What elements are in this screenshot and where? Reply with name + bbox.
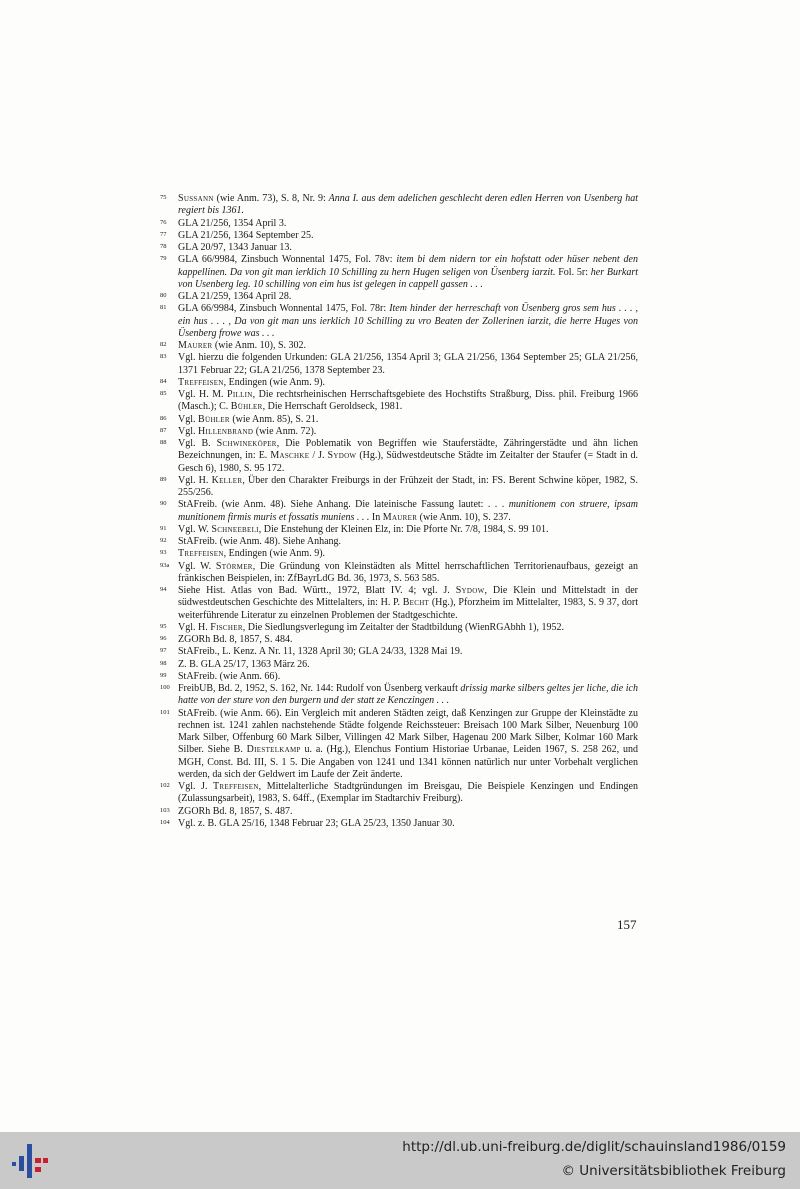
footnote-text: Z. B. GLA 25/17, 1363 März 26. [178, 658, 310, 670]
footnote-number: 101 [160, 708, 170, 716]
footnote-number: 96 [160, 635, 167, 642]
footnote-text: Vgl. H. Fischer, Die Siedlungsverlegung im Zeitalter der Stadtbildung (WienRGAbhh 1), 1952. [178, 621, 565, 633]
footnote-number: 93 [160, 549, 167, 557]
footnote-92 [160, 536, 638, 548]
footnote-number: 79 [160, 255, 167, 263]
footnote-number: 88 [160, 439, 167, 446]
footnote-text: Vgl. H. M. Pillin, Die rechtsrheinischen Herrschaftsgebiete des Hochstifts Straßburg, Diss. phil. Freiburg 1966 (Masch.); C. Bühler, Die Herrschaft Geroldseck, 1981. [178, 389, 638, 413]
footnote-text: Vgl. Bühler (wie Anm. 85), S. 21. [178, 413, 319, 425]
footnote-text: Sussann (wie Anm. 73), S. 8, Nr. 9: Anna I. aus dem adelichen geschlecht deren edlen Herren von Usenberg hat regiert bis 1361. [178, 193, 638, 217]
footnote-text: Treffeisen, Endingen (wie Anm. 9). [178, 376, 326, 388]
footnote-text: StAFreib. (wie Anm. 66). Ein Vergleich mit anderen Städten zeigt, daß Kenzingen zur Gruppe der Kleinstädte zu rechnen ist. 1241 zahlen nachstehende Städte folgende Reichssteuer: Breisach 100 Mark Silber, Neuenburg 100 Mark Silber, Offenburg 60 Mark Silber, Villingen 42 Mark Silber, Hagenau 200 Mark Silber, Kolmar 160 Mark Silber. Siehe B. Diestelkamp u. a. (Hg.), Elenchus Fontium Historiae Urbanae, Leiden 1967, S. 258 262, und MGH, Const. Bd. III, S. 1 5. Die Angaben von 1241 und 1341 können natürlich nur unter Vorbehalt verglichen werden, da sich der Geldwert im Laufe der Zeit änderte. [178, 707, 638, 780]
footnote-85 [160, 389, 638, 414]
viewer-footer [0, 1132, 800, 1189]
footnote-text: GLA 20/97, 1343 Januar 13. [178, 242, 292, 253]
footnote-81 [160, 303, 638, 340]
footnote-text: StAFreib. (wie Anm. 48). Siehe Anhang. Die lateinische Fassung lautet: . . . munitionem con struere, ipsam munitionem firmis muris et fossatis muniens . . . In Maurer (wie Anm. 10), S. 237. [178, 499, 638, 523]
footnote-text: ZGORh Bd. 8, 1857, S. 484. [178, 634, 293, 645]
footnote-77 [160, 230, 638, 242]
footnotes-list [160, 193, 638, 830]
footnote-text: Vgl. H. Keller, Über den Charakter Freiburgs in der Frühzeit der Stadt, in: FS. Berent Schwine köper, 1982, S. 255/256. [178, 474, 638, 498]
footnote-text: Vgl. W. Störmer, Die Gründung von Kleinstädten als Mittel herrschaftlichen Territorienaufbaus, gezeigt an fränkischen Beispielen, in: ZfBayrLdG Bd. 36, 1973, S. 563 585. [178, 560, 638, 584]
footnote-number: 104 [160, 818, 170, 826]
footnote-text: ZGORh Bd. 8, 1857, S. 487. [178, 805, 293, 817]
footnote-text: StAFreib. (wie Anm. 48). Siehe Anhang. [178, 536, 342, 547]
footnote-number: 99 [160, 671, 167, 679]
footnote-text: GLA 66/9984, Zinsbuch Wonnental 1475, Fol. 78v: item bi dem nidern tor ein hofstatt oder hüser nebent den kappellinen. Da von git man ierklich 10 Schilling zu hern Hugen seligen von Üsenberg iarzit. Fol. 5r: her Burkart von Usenberg leg. 10 schilling von eim hus ist gelegen in cappell gassen . . . [178, 254, 638, 290]
footnote-93 [160, 548, 638, 560]
footnote-number: 85 [160, 390, 167, 397]
footnote-104 [160, 818, 638, 830]
page-number: 157 [617, 917, 637, 932]
footnote-101 [160, 708, 638, 782]
footnote-103 [160, 806, 638, 818]
footnote-84 [160, 377, 638, 389]
footnote-number: 82 [160, 341, 167, 348]
footnote-text: StAFreib. (wie Anm. 66). [178, 670, 281, 682]
footnote-number: 77 [160, 230, 167, 238]
footnote-number: 76 [160, 218, 167, 226]
footnote-90 [160, 499, 638, 524]
footnote-87 [160, 426, 638, 438]
footnote-text: StAFreib., L. Kenz. A Nr. 11, 1328 April 30; GLA 24/33, 1328 Mai 19. [178, 646, 463, 658]
library-logo-icon [10, 1140, 50, 1182]
footnote-91 [160, 524, 638, 536]
footnote-86 [160, 414, 638, 426]
footnote-number: 103 [160, 806, 170, 814]
footnote-89 [160, 475, 638, 500]
footnote-number: 97 [160, 647, 167, 655]
footnote-80 [160, 291, 638, 303]
footnote-text: GLA 66/9984, Zinsbuch Wonnental 1475, Fol. 78r: Item hinder der herreschaft von Üsenberg gros sem hus . . . , ein hus . . . , Da von git man uns ierklich 10 Schilling zu vro Beaten der Zollerinen iarzit, die herre Huges von Üsenberg frowe was . . . [178, 303, 639, 339]
footnote-76 [160, 218, 638, 230]
footnote-text: Vgl. Hillenbrand (wie Anm. 72). [178, 425, 317, 437]
footnote-number: 98 [160, 659, 167, 667]
footnote-number: 102 [160, 782, 170, 789]
footnote-99 [160, 671, 638, 683]
footnote-102 [160, 781, 638, 806]
footnote-94 [160, 585, 638, 622]
footnote-number: 90 [160, 500, 167, 508]
footnote-text: Treffeisen, Endingen (wie Anm. 9). [178, 548, 326, 560]
footnote-number: 86 [160, 414, 167, 422]
footnote-number: 81 [160, 304, 167, 312]
footnote-number: 78 [160, 243, 167, 250]
footnote-93a [160, 561, 638, 586]
footnote-83 [160, 352, 638, 377]
footnote-96 [160, 634, 638, 646]
footnote-number: 94 [160, 586, 167, 593]
footnote-88 [160, 438, 638, 475]
footnote-98 [160, 659, 638, 671]
footnote-number: 89 [160, 475, 167, 483]
footnote-number: 80 [160, 292, 167, 299]
footnote-number: 100 [160, 684, 170, 691]
footnote-100 [160, 683, 638, 708]
footnote-text: GLA 21/256, 1354 April 3. [178, 217, 287, 229]
footnote-82 [160, 340, 638, 352]
footnote-95 [160, 622, 638, 634]
footnote-number: 92 [160, 537, 167, 544]
footnote-text: Vgl. B. Schwineköper, Die Poblematik von Begriffen wie Stauferstädte, Zähringerstädte und ähn lichen Bezeichnungen, in: E. Maschke / J. Sydow (Hg.), Südwestdeutsche Städte im Zeitalter der Staufer (= Stadt in d. Gesch 6), 1980, S. 95 172. [178, 438, 639, 474]
footnote-text: Vgl. hierzu die folgenden Urkunden: GLA 21/256, 1354 April 3; GLA 21/256, 1364 September 25; GLA 21/256, 1371 Februar 22; GLA 21/256, 1378 September 23. [178, 352, 638, 376]
footnote-97 [160, 646, 638, 658]
footnote-text: Vgl. z. B. GLA 25/16, 1348 Februar 23; GLA 25/23, 1350 Januar 30. [178, 817, 455, 829]
footnote-text: Siehe Hist. Atlas von Bad. Württ., 1972, Blatt IV. 4; vgl. J. Sydow, Die Klein und Mittelstadt in der südwestdeutschen Geschichte des Mittelalters, in: H. P. Becht (Hg.), Pforzheim im Mittelalter, 1983, S. 9 37, dort weiterführende Literatur zu einzelnen Problemen der Stadtgeschichte. [178, 585, 638, 621]
footnote-number: 95 [160, 622, 167, 630]
footnote-number: 87 [160, 426, 167, 434]
footnote-text: Vgl. J. Treffeisen, Mittelalterliche Stadtgründungen im Breisgau, Die Beispiele Kenzingen und Endingen (Zulassungsarbeit), 1983, S. 64ff., (Exemplar im Stadtarchiv Freiburg). [178, 781, 638, 805]
footnote-text: Vgl. W. Schneebeli, Die Enstehung der Kleinen Elz, in: Die Pforte Nr. 7/8, 1984, S. 99 101. [178, 523, 549, 535]
footnote-text: GLA 21/256, 1364 September 25. [178, 229, 314, 241]
footnote-text: FreibUB, Bd. 2, 1952, S. 162, Nr. 144: Rudolf von Üsenberg verkauft drissig marke silbers geltes jer liche, die ich hatte von der sture von den burgern und der statt ze Kenczingen . . . [178, 683, 638, 707]
document-url-link[interactable]: http://dl.ub.uni-freiburg.de/diglit/schauinsland1986/0159 [402, 1139, 786, 1155]
footnote-number: 93a [160, 561, 170, 569]
copyright-notice: © Universitätsbibliothek Freiburg [561, 1163, 786, 1179]
footnote-text: Maurer (wie Anm. 10), S. 302. [178, 340, 307, 351]
footnote-number: 91 [160, 524, 167, 532]
footnote-number: 84 [160, 377, 167, 385]
footnote-number: 75 [160, 194, 167, 201]
footnote-78 [160, 242, 638, 254]
footnote-75 [160, 193, 638, 218]
footnote-79 [160, 254, 638, 291]
footnote-text: GLA 21/259, 1364 April 28. [178, 291, 292, 302]
footnote-number: 83 [160, 353, 167, 361]
